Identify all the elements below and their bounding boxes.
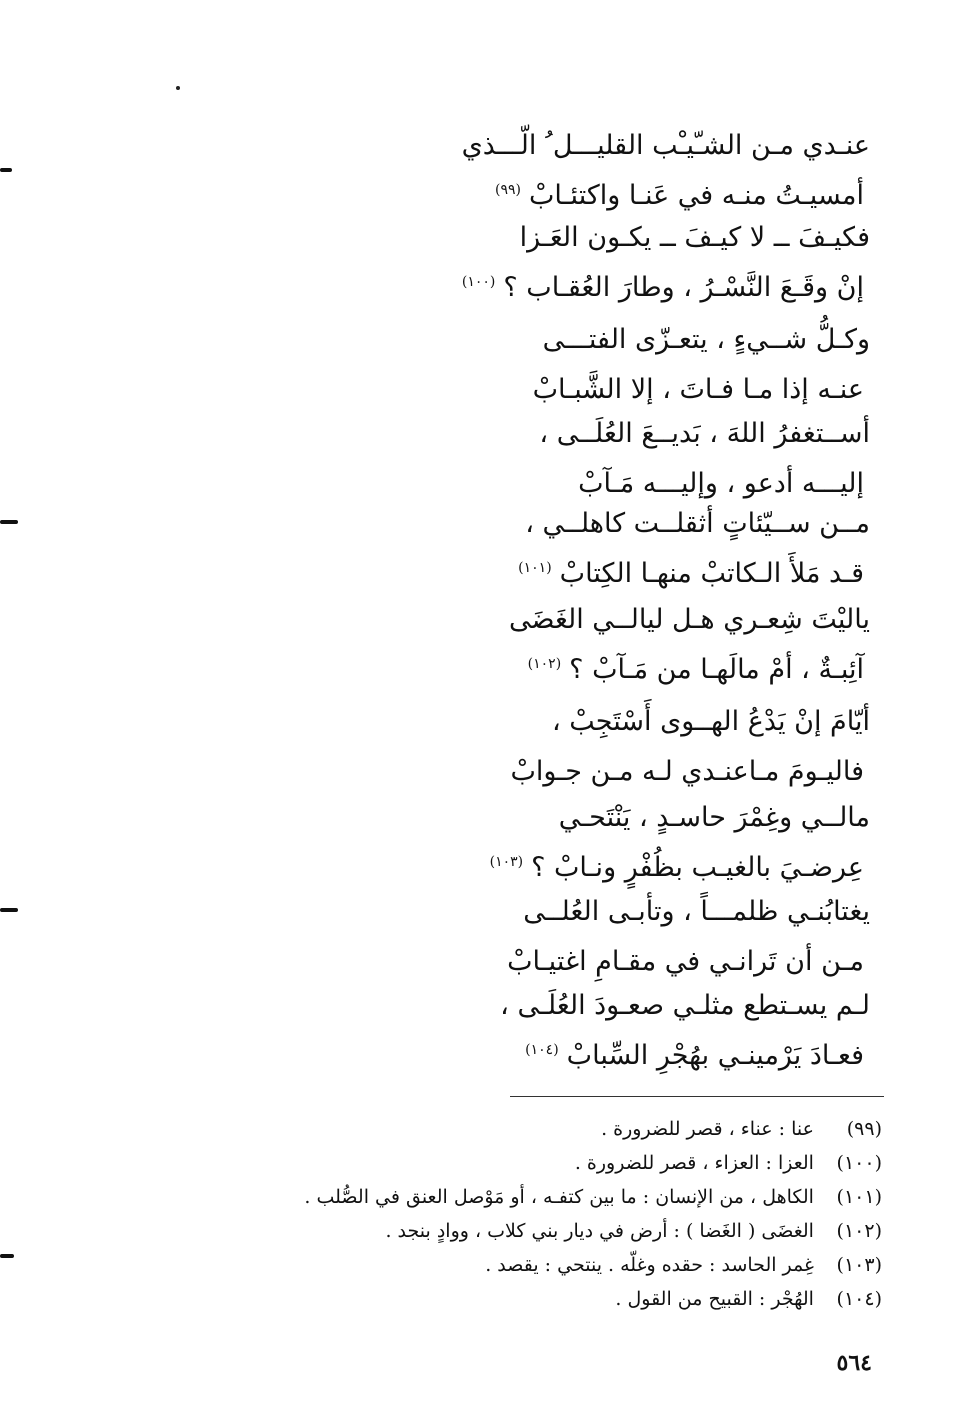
verse-10 (150, 984, 870, 1078)
hemistich-text: إليـــه أدعو ، وإليـــه مَـآبْ (578, 468, 864, 499)
hemistich-text: إنْ وقَـعَ النَّسْـرُ ، وطارَ العُقـاب ؟ (503, 272, 864, 303)
verse-hemistich-second (150, 934, 870, 984)
footnote-item (122, 1146, 882, 1180)
verse-hemistich-second (150, 840, 870, 890)
verse-3 (150, 318, 870, 412)
footnote-item (122, 1214, 882, 1248)
hemistich-text: قـد مَلأَ الـكاتبْ منهـا الكِتابْ (559, 558, 864, 589)
verse-hemistich-first: أيّامَ إنْ يَدْعُ الهــوى أَسْتَجِبْ ، (551, 706, 870, 737)
verse-9 (150, 890, 870, 984)
footnote-item (122, 1112, 882, 1146)
page-number: ٥٦٤ (836, 1350, 872, 1376)
footnote-number: (١٠١) (836, 1186, 882, 1208)
footnote-number: (١٠٢) (836, 1220, 882, 1242)
edge-mark (0, 908, 18, 912)
hemistich-text: فعـادَ يَرْمينـي بهُجْرِ السِّبابْ (566, 1040, 864, 1071)
footnote-item (122, 1248, 882, 1282)
verse-hemistich-second (150, 642, 870, 692)
hemistich-text: آئِبـةٌ ، أمْ مالَهـا من مَـآبْ ؟ (569, 654, 864, 685)
footnote-ref: (١٠٣) (489, 854, 524, 870)
verse-hemistich-second (150, 744, 870, 794)
edge-mark (0, 520, 18, 524)
footnote-ref: (١٠٤) (525, 1042, 559, 1058)
verse-6 (150, 598, 870, 692)
ink-dot (176, 86, 180, 90)
footnote-text: غِمر الحاسد : حقده وغلّه . ينتحي : يقصد . (485, 1254, 814, 1276)
verse-hemistich-first: مالــي وغِمْرَ حاسـدٍ ، يَنْتَحـي (558, 802, 870, 833)
footnote-ref: (١٠٠) (461, 274, 496, 290)
hemistich-text: عنـه إذا مـا فـاتَ ، إلا الشَّبـابْ (532, 374, 864, 405)
verse-1 (150, 124, 870, 218)
verse-8 (150, 796, 870, 890)
footnotes (122, 1112, 882, 1316)
footnote-text: الغضَى ( الغَضا ) : أرض في ديار بني كلاب ، ووادٍ بنجد . (385, 1220, 814, 1242)
verse-4 (150, 412, 870, 506)
verse-hemistich-first: لـم يسـتطع مثلـي صعـودَ العُلَـى ، (500, 990, 870, 1021)
verse-hemistich-first: فكيـفَ ــ لا كيـفَ ــ يكـون العَـزا (519, 222, 870, 253)
footnote-item (122, 1282, 882, 1316)
footnote-number: (١٠٤) (836, 1288, 882, 1310)
footnote-ref: (١٠٢) (527, 656, 562, 672)
footnote-number: (١٠٠) (836, 1152, 882, 1174)
verse-hemistich-second (150, 546, 870, 596)
verse-hemistich-second (150, 260, 870, 310)
verse-hemistich-second (150, 456, 870, 506)
verse-7 (150, 700, 870, 794)
hemistich-text: مـن أن تَرانـي في مقـامِ اغتيـابْ (507, 946, 864, 977)
footnote-ref: (١٠١) (518, 560, 552, 576)
hemistich-text: فاليـومَ مـاعنـدي لـه مـن جـوابْ (510, 756, 864, 787)
footnote-divider (510, 1096, 884, 1097)
verse-hemistich-second (150, 362, 870, 412)
verse-hemistich-second (150, 1028, 870, 1078)
verse-5 (150, 502, 870, 596)
verse-hemistich-first: أســتغفرُ اللهَ ، بَديــعَ العُلَــى ، (539, 418, 870, 449)
verse-hemistich-first: وكـلُّ شــيءٍ ، يتعـزّى الفتـــى (542, 324, 870, 355)
verse-hemistich-second (150, 168, 870, 218)
verse-hemistich-first: عنـدي مـن الشـّيـْب القليـــل ُ الّـــذي (461, 130, 870, 161)
footnote-text: الكاهل ، من الإنسان : ما بين كتفـه ، أو مَوْصل العنق في الصُّلب . (304, 1186, 814, 1208)
footnote-number: (٩٩) (846, 1118, 882, 1140)
verse-2 (150, 216, 870, 310)
footnote-text: العزا : العزاء ، قصر للضرورة . (574, 1152, 814, 1174)
verse-hemistich-first: مــن ســيّئاتٍ أثقلــت كاهلــي ، (525, 508, 870, 539)
verse-hemistich-first: ياليْتَ شِعـري هـل ليالــي الغَضَى (509, 604, 870, 635)
edge-mark (0, 1254, 14, 1258)
footnote-item (122, 1180, 882, 1214)
hemistich-text: عِرضـيَ بالغيـب بظُفْرٍ ونـابْ ؟ (531, 852, 864, 883)
footnote-text: الهُجْر : القبيح من القول . (615, 1288, 814, 1310)
footnote-number: (١٠٣) (836, 1254, 882, 1276)
hemistich-text: أمسيـتُ منـه في عَنـا واكتئـابْ (529, 180, 864, 211)
edge-mark (0, 168, 12, 172)
verse-hemistich-first: يغتابُنـي ظلمـــاً ، وتأبـى العُلــى (523, 896, 870, 927)
footnote-text: عنا : عناء ، قصر للضرورة . (601, 1118, 814, 1140)
footnote-ref: (٩٩) (495, 182, 521, 198)
